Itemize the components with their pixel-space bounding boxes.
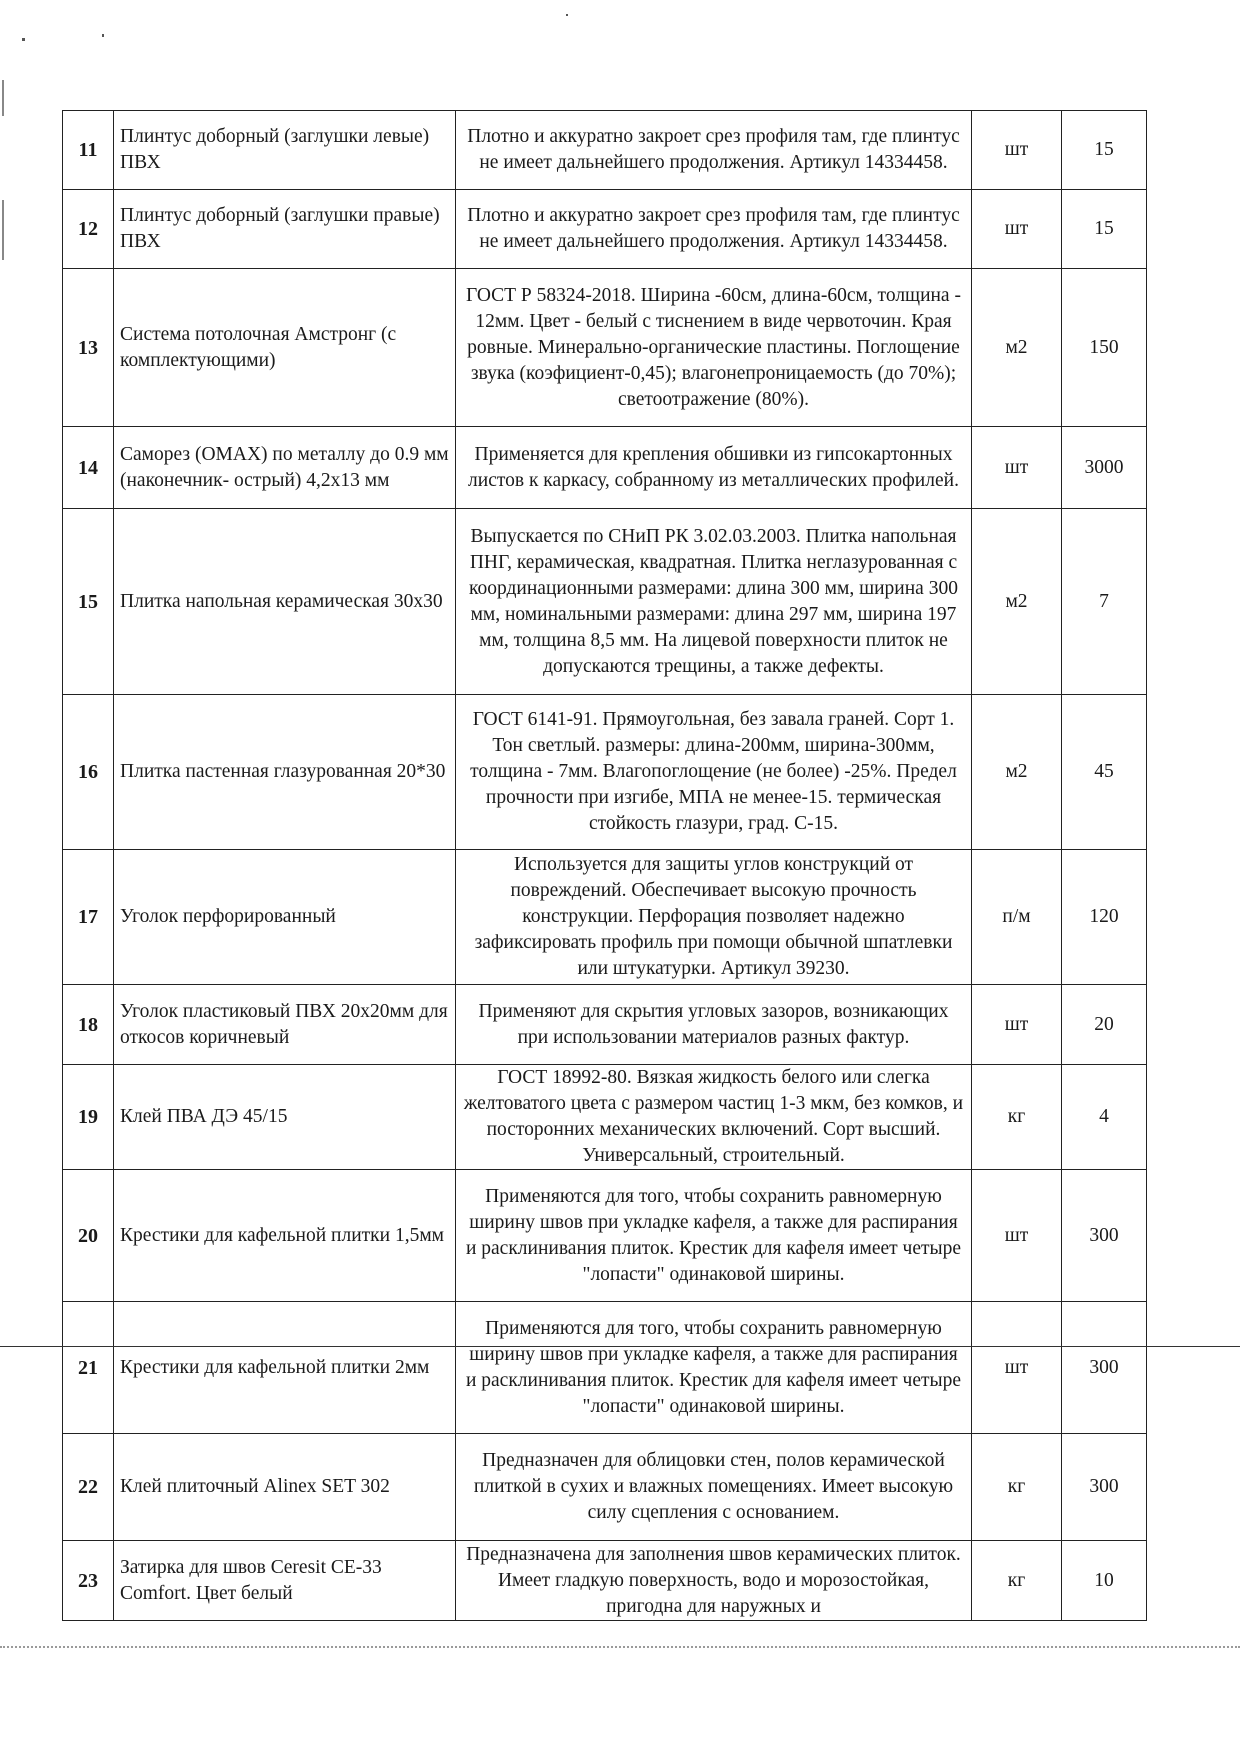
item-name: Клей ПВА ДЭ 45/15 bbox=[114, 1065, 456, 1170]
item-name: Плинтус доборный (заглушки правые) ПВХ bbox=[114, 190, 456, 269]
row-number: 18 bbox=[63, 985, 114, 1065]
item-description: Применяются для того, чтобы сохранить равномерную ширину швов при укладке кафеля, а также для распирания и расклинивания плиток. Крестик для кафеля имеет четыре "лопасти" одинаковой ширины. bbox=[456, 1170, 972, 1302]
item-unit: м2 bbox=[972, 509, 1062, 695]
item-quantity: 15 bbox=[1062, 111, 1147, 190]
table-row bbox=[63, 985, 1147, 1065]
item-name: Крестики для кафельной плитки 1,5мм bbox=[114, 1170, 456, 1302]
table-row bbox=[63, 190, 1147, 269]
item-unit: кг bbox=[972, 1065, 1062, 1170]
row-number: 17 bbox=[63, 850, 114, 985]
row-number: 14 bbox=[63, 427, 114, 509]
item-description: Применяется для крепления обшивки из гипсокартонных листов к каркасу, собранному из металлических профилей. bbox=[456, 427, 972, 509]
item-unit: шт bbox=[972, 427, 1062, 509]
table-row bbox=[63, 1302, 1147, 1434]
item-unit: шт bbox=[972, 1170, 1062, 1302]
item-description: Выпускается по СНиП РК 3.02.03.2003. Плитка напольная ПНГ, керамическая, квадратная. Плитка неглазурованная с координационными размерами: длина 300 мм, ширина 300 мм, номинальными размерами: длина 297 мм, ширина 197 мм, толщина 8,5 мм. На лицевой поверхности плиток не допускаются трещины, а также дефекты. bbox=[456, 509, 972, 695]
item-unit: м2 bbox=[972, 695, 1062, 850]
item-quantity: 300 bbox=[1062, 1170, 1147, 1302]
scan-artifact-mark bbox=[2, 80, 4, 116]
row-number: 16 bbox=[63, 695, 114, 850]
scan-artifact-mark bbox=[102, 34, 104, 37]
item-name: Плитка напольная керамическая 30х30 bbox=[114, 509, 456, 695]
item-name: Крестики для кафельной плитки 2мм bbox=[114, 1302, 456, 1434]
table-row bbox=[63, 1434, 1147, 1541]
table-row bbox=[63, 509, 1147, 695]
item-quantity: 10 bbox=[1062, 1541, 1147, 1621]
item-description: Предназначен для облицовки стен, полов керамической плиткой в сухих и влажных помещениях. Имеет высокую силу сцепления с основанием. bbox=[456, 1434, 972, 1541]
item-unit: кг bbox=[972, 1541, 1062, 1621]
item-quantity: 120 bbox=[1062, 850, 1147, 985]
item-name: Уголок пластиковый ПВХ 20х20мм для откосов коричневый bbox=[114, 985, 456, 1065]
row-number: 12 bbox=[63, 190, 114, 269]
table-row bbox=[63, 1065, 1147, 1170]
item-unit: шт bbox=[972, 985, 1062, 1065]
table-row bbox=[63, 695, 1147, 850]
item-quantity: 150 bbox=[1062, 269, 1147, 427]
item-quantity: 3000 bbox=[1062, 427, 1147, 509]
row-number: 22 bbox=[63, 1434, 114, 1541]
table-row bbox=[63, 1170, 1147, 1302]
item-quantity: 300 bbox=[1062, 1302, 1147, 1434]
table-row bbox=[63, 850, 1147, 985]
item-description: ГОСТ 6141-91. Прямоугольная, без завала граней. Сорт 1. Тон светлый. размеры: длина-200мм, ширина-300мм, толщина - 7мм. Влагопоглощение (не более) -25%. Предел прочности при изгибе, МПА не менее-15. термическая стойкость глазури, град. С-15. bbox=[456, 695, 972, 850]
item-name: Уголок перфорированный bbox=[114, 850, 456, 985]
item-unit: м2 bbox=[972, 269, 1062, 427]
item-unit: шт bbox=[972, 111, 1062, 190]
item-quantity: 20 bbox=[1062, 985, 1147, 1065]
table-row bbox=[63, 269, 1147, 427]
item-description: Используется для защиты углов конструкций от повреждений. Обеспечивает высокую прочность конструкции. Перфорация позволяет надежно зафиксировать профиль при помощи обычной шпатлевки или штукатурки. Артикул 39230. bbox=[456, 850, 972, 985]
scan-fold-line bbox=[0, 1346, 1240, 1347]
row-number: 13 bbox=[63, 269, 114, 427]
row-number: 19 bbox=[63, 1065, 114, 1170]
item-quantity: 15 bbox=[1062, 190, 1147, 269]
item-quantity: 4 bbox=[1062, 1065, 1147, 1170]
row-number: 21 bbox=[63, 1302, 114, 1434]
item-quantity: 45 bbox=[1062, 695, 1147, 850]
item-description: Плотно и аккуратно закроет срез профиля там, где плинтус не имеет дальнейшего продолжения. Артикул 14334458. bbox=[456, 190, 972, 269]
row-number: 20 bbox=[63, 1170, 114, 1302]
item-description: Плотно и аккуратно закроет срез профиля там, где плинтус не имеет дальнейшего продолжения. Артикул 14334458. bbox=[456, 111, 972, 190]
item-name: Затирка для швов Ceresit CE-33 Comfort. Цвет белый bbox=[114, 1541, 456, 1621]
specification-table bbox=[62, 110, 1147, 1621]
table-row bbox=[63, 427, 1147, 509]
scan-artifact-mark bbox=[2, 200, 4, 260]
item-name: Клей плиточный Alinex SET 302 bbox=[114, 1434, 456, 1541]
item-description: ГОСТ Р 58324-2018. Ширина -60см, длина-60см, толщина - 12мм. Цвет - белый с тиснением в виде червоточин. Края ровные. Минерально-органические пластины. Поглощение звука (коэфициент-0,45); влагонепроницаемость (до 70%); светоотражение (80%). bbox=[456, 269, 972, 427]
item-description: ГОСТ 18992-80. Вязкая жидкость белого или слегка желтоватого цвета с размером частиц 1-3 мкм, без комков, и посторонних механических включений. Сорт высший. Универсальный, строительный. bbox=[456, 1065, 972, 1170]
item-unit: п/м bbox=[972, 850, 1062, 985]
scan-artifact-mark bbox=[566, 14, 568, 16]
item-quantity: 7 bbox=[1062, 509, 1147, 695]
item-name: Плитка пастенная глазурованная 20*30 bbox=[114, 695, 456, 850]
row-number: 11 bbox=[63, 111, 114, 190]
item-name: Система потолочная Амстронг (с комплектующими) bbox=[114, 269, 456, 427]
item-unit: шт bbox=[972, 1302, 1062, 1434]
item-unit: кг bbox=[972, 1434, 1062, 1541]
item-description: Применяются для того, чтобы сохранить равномерную ширину швов при укладке кафеля, а также для распирания и расклинивания плиток. Крестик для кафеля имеет четыре "лопасти" одинаковой ширины. bbox=[456, 1302, 972, 1434]
item-quantity: 300 bbox=[1062, 1434, 1147, 1541]
item-description: Предназначена для заполнения швов керамических плиток. Имеет гладкую поверхность, водо и морозостойкая, пригодна для наружных и bbox=[456, 1541, 972, 1621]
item-name: Саморез (ОМАХ) по металлу до 0.9 мм (наконечник- острый) 4,2х13 мм bbox=[114, 427, 456, 509]
item-unit: шт bbox=[972, 190, 1062, 269]
table-row bbox=[63, 1541, 1147, 1621]
item-name: Плинтус доборный (заглушки левые) ПВХ bbox=[114, 111, 456, 190]
scan-artifact-mark bbox=[22, 38, 25, 41]
table-row bbox=[63, 111, 1147, 190]
item-description: Применяют для скрытия угловых зазоров, возникающих при использовании материалов разных фактур. bbox=[456, 985, 972, 1065]
row-number: 23 bbox=[63, 1541, 114, 1621]
row-number: 15 bbox=[63, 509, 114, 695]
scan-dotted-edge bbox=[0, 1646, 1240, 1648]
